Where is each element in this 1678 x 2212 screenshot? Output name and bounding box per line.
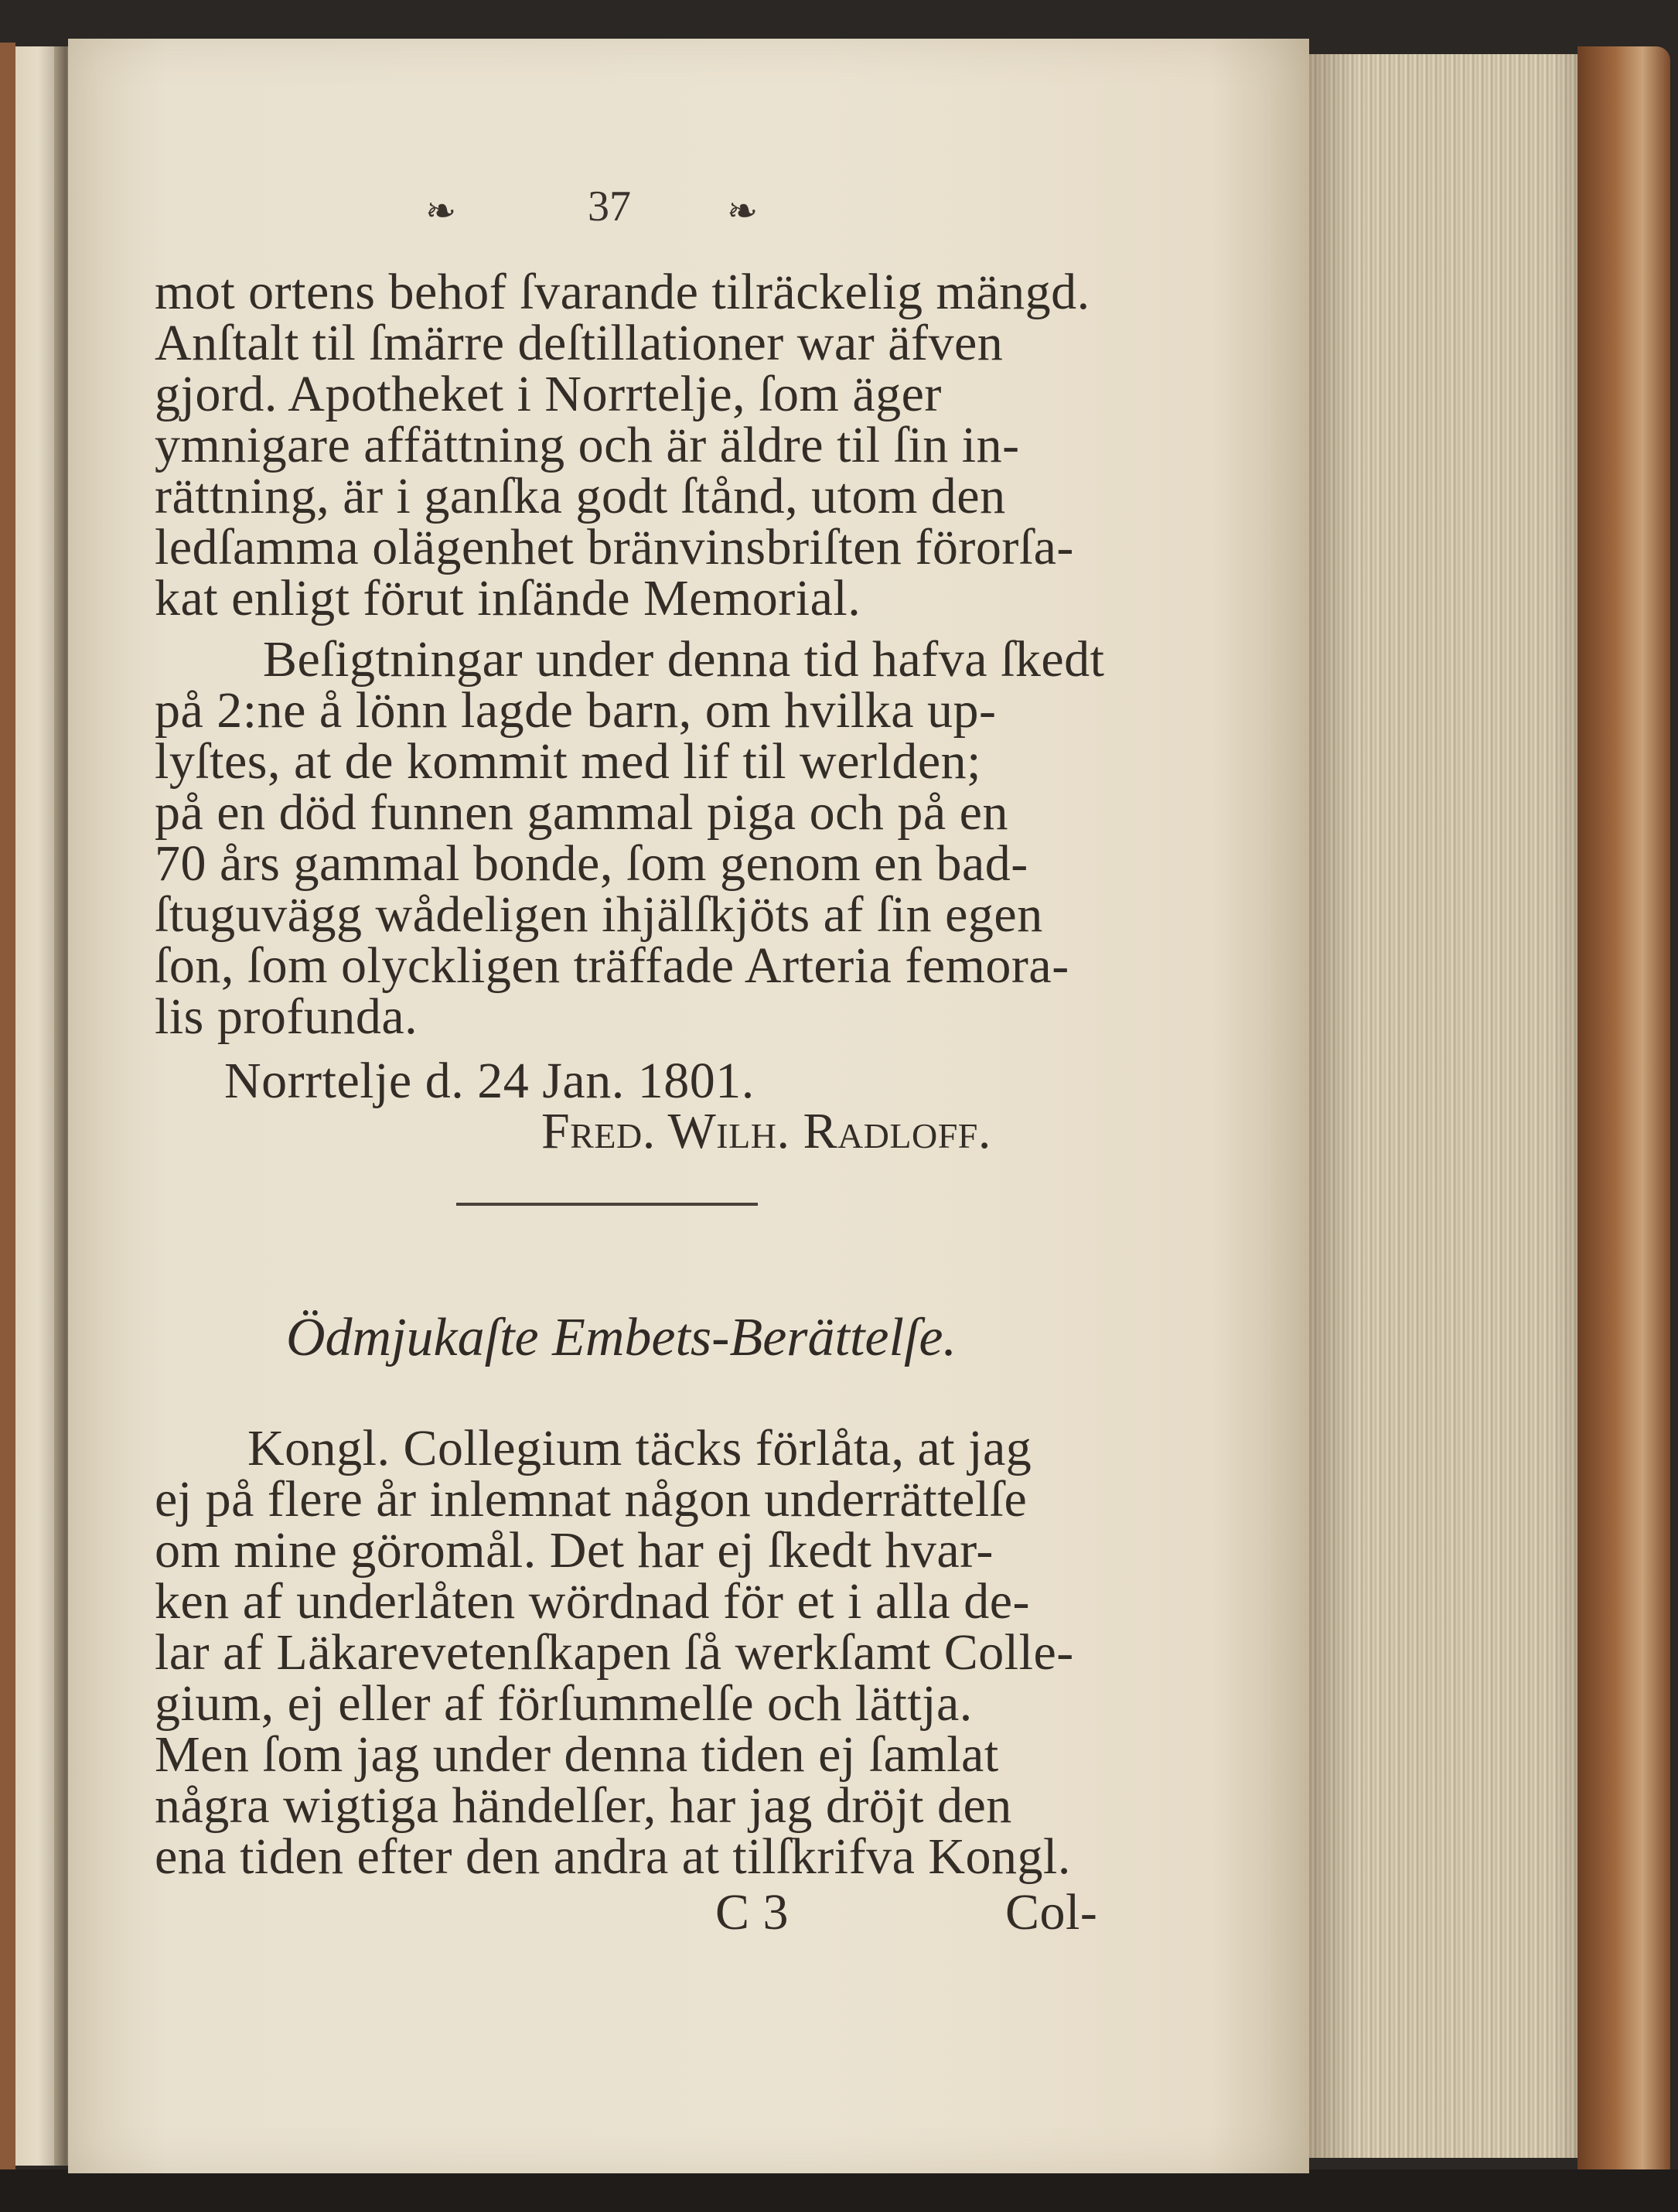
background-bottom (0, 2169, 1678, 2212)
text-line: ej på flere år inlemnat någon underrättelſe (155, 1471, 1028, 1528)
text-line: på en död funnen gammal piga och på en (155, 784, 1008, 841)
leather-cover (1577, 46, 1670, 2181)
section-divider (456, 1203, 758, 1206)
text-line: ken af underlåten wördnad för et i alla de- (155, 1573, 1030, 1630)
ornament-left-icon: ❧ (425, 191, 457, 232)
signature: Fred. Wilh. Radloff. (541, 1103, 991, 1159)
text-line: några wigtiga händelſer, har jag dröjt den (155, 1777, 1012, 1834)
text-line: lis profunda. (155, 988, 418, 1045)
text-line: ſon, ſom olyckligen träffade Arteria femora- (155, 937, 1069, 994)
text-line: rättning, är i ganſka godt ſtånd, utom den (155, 468, 1006, 524)
text-line: ledſamma olägenhet bränvinsbriſten förorſa- (155, 519, 1074, 575)
dateline: Norrtelje d. 24 Jan. 1801. (224, 1053, 755, 1109)
page-stack-shadow (1299, 54, 1616, 2158)
text-line: Men ſom jag under denna tiden ej ſamlat (155, 1726, 999, 1783)
signature-mark: C 3 (715, 1884, 790, 1941)
text-line: på 2:ne å lönn lagde barn, om hvilka up- (155, 682, 997, 739)
text-line: om mine göromål. Det har ej ſkedt hvar- (155, 1522, 994, 1579)
text-line: ymnigare affättning och är äldre til ſin in- (155, 417, 1020, 473)
section-heading: Ödmjukaſte Embets-Berättelſe. (286, 1308, 957, 1367)
ornament-right-icon: ❧ (727, 191, 759, 232)
text-line: mot ortens behof ſvarande tilräckelig mängd. (155, 264, 1090, 320)
left-cover-edge (0, 43, 15, 2169)
text-line: gium, ej eller af förſummelſe och lättja. (155, 1675, 973, 1732)
text-line: kat enligt förut inſände Memorial. (155, 570, 861, 626)
text-line: 70 års gammal bonde, ſom genom en bad- (155, 835, 1028, 892)
catchword: Col- (1005, 1884, 1098, 1941)
text-line: Beſigtningar under denna tid hafva ſkedt (263, 631, 1105, 688)
text-line: ſtuguvägg wådeligen ihjälſkjöts af ſin egen (155, 886, 1043, 943)
text-line: Kongl. Collegium täcks förlåta, at jag (247, 1420, 1032, 1476)
text-line: lyſtes, at de kommit med lif til werlden; (155, 733, 981, 790)
text-line: lar af Läkarevetenſkapen ſå werkſamt Colle- (155, 1624, 1074, 1681)
page-number: 37 (588, 183, 631, 230)
text-line: ena tiden efter den andra at tilſkrifva Kongl. (155, 1828, 1071, 1885)
page-header (418, 174, 820, 244)
text-line: gjord. Apotheket i Norrtelje, ſom äger (155, 366, 942, 422)
text-line: Anſtalt til ſmärre deſtillationer war äfven (155, 315, 1004, 371)
